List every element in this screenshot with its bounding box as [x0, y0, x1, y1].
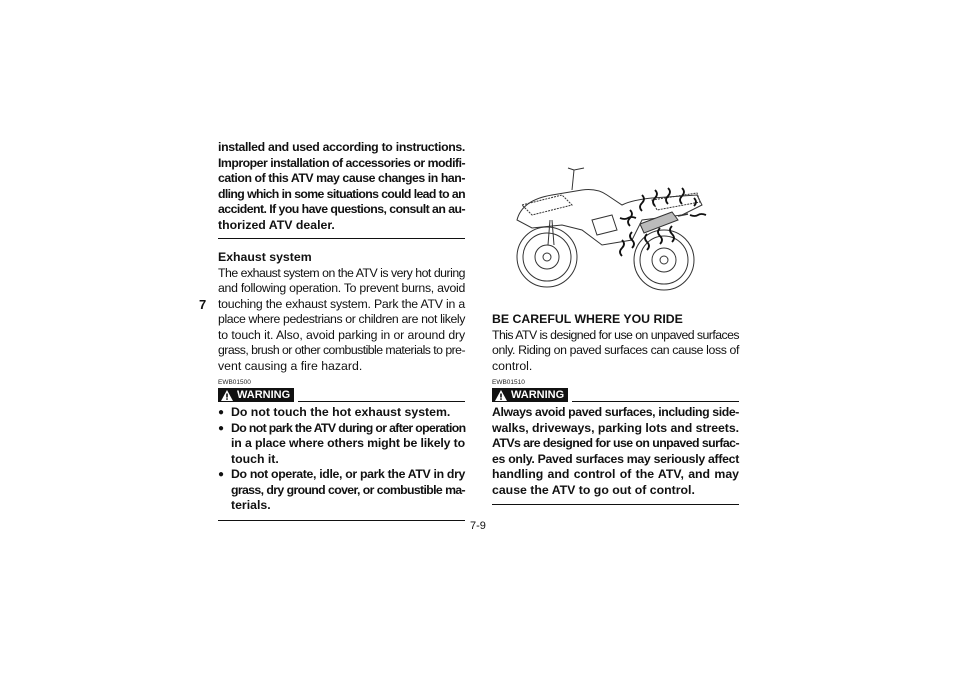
text-line: Do not park the ATV during or after operation: [231, 420, 466, 435]
divider: [218, 520, 465, 521]
text-line: ATVs are designed for use on unpaved surfac-: [492, 436, 739, 450]
bullet-icon: ●: [218, 422, 225, 434]
text-line: The exhaust system on the ATV is very hot during: [218, 265, 465, 280]
list-item: [218, 467, 465, 514]
text-line: dling which in some situations could lead to an: [218, 186, 465, 201]
bullet-icon: ●: [218, 469, 225, 480]
divider: [298, 401, 465, 402]
chapter-tab: 7: [199, 297, 207, 312]
text-line: vent causing a fire hazard.: [218, 358, 363, 373]
text-line: Do not touch the hot exhaust system.: [231, 405, 451, 419]
text-line: touch it.: [231, 451, 279, 466]
text-line: to touch it. Also, avoid parking in or around dry: [218, 327, 465, 342]
warning-code: EWB01510: [492, 379, 525, 386]
text-line: and following operation. To prevent burns, avoid: [218, 281, 465, 295]
text-line: Always avoid paved surfaces, including side-: [492, 405, 739, 419]
text-line: grass, dry ground cover, or combustible ma-: [231, 482, 465, 497]
warning-bullets: [218, 405, 465, 514]
warning-badge: [218, 388, 294, 402]
divider: [492, 504, 739, 505]
bullet-icon: ●: [218, 407, 225, 418]
intro-warning-continuation: [218, 140, 465, 233]
warning-code: EWB01500: [218, 379, 251, 386]
text-line: This ATV is designed for use on unpaved surfaces: [492, 327, 739, 342]
text-line: thorized ATV dealer.: [218, 217, 335, 232]
warning-text: [492, 405, 739, 498]
divider: [218, 238, 465, 239]
text-line: walks, driveways, parking lots and streets.: [492, 420, 739, 435]
text-line: in a place where others might be likely to: [231, 436, 465, 450]
text-line: only. Riding on paved surfaces can cause loss of: [492, 343, 739, 357]
section-body: [492, 328, 739, 375]
text-line: handling and control of the ATV, and may: [492, 467, 739, 481]
warning-badge: [492, 388, 568, 402]
text-line: place where pedestrians or children are not likely: [218, 312, 465, 326]
atv-exhaust-illustration: [492, 160, 739, 295]
warning-triangle-icon: [495, 390, 507, 401]
text-line: Improper installation of accessories or modifi-: [218, 155, 466, 170]
text-line: cause the ATV to go out of control.: [492, 482, 695, 497]
right-column: [492, 160, 739, 505]
section-title: BE CAREFUL WHERE YOU RIDE: [492, 312, 683, 326]
text-line: grass, brush or other combustible materials to pre-: [218, 343, 465, 357]
text-line: installed and used according to instructions.: [218, 140, 465, 154]
text-line: control.: [492, 358, 533, 373]
warning-header: [492, 387, 739, 402]
text-line: es only. Paved surfaces may seriously affect: [492, 451, 739, 466]
section-title: Exhaust system: [218, 250, 312, 264]
list-item: [218, 405, 465, 421]
text-line: cation of this ATV may cause changes in han-: [218, 171, 465, 185]
divider: [572, 401, 739, 402]
section-body: [218, 266, 465, 375]
text-line: accident. If you have questions, consult an au-: [218, 202, 465, 216]
text-line: terials.: [231, 498, 271, 512]
warning-triangle-icon: [221, 390, 233, 401]
text-line: Do not operate, idle, or park the ATV in dry: [231, 467, 465, 481]
warning-header: [218, 387, 465, 402]
left-column: [218, 140, 465, 521]
list-item: [218, 421, 465, 468]
text-line: touching the exhaust system. Park the ATV in a: [218, 296, 465, 311]
page-number: 7-9: [470, 520, 486, 532]
warning-label: WARNING: [237, 389, 291, 401]
warning-label: WARNING: [511, 389, 565, 401]
